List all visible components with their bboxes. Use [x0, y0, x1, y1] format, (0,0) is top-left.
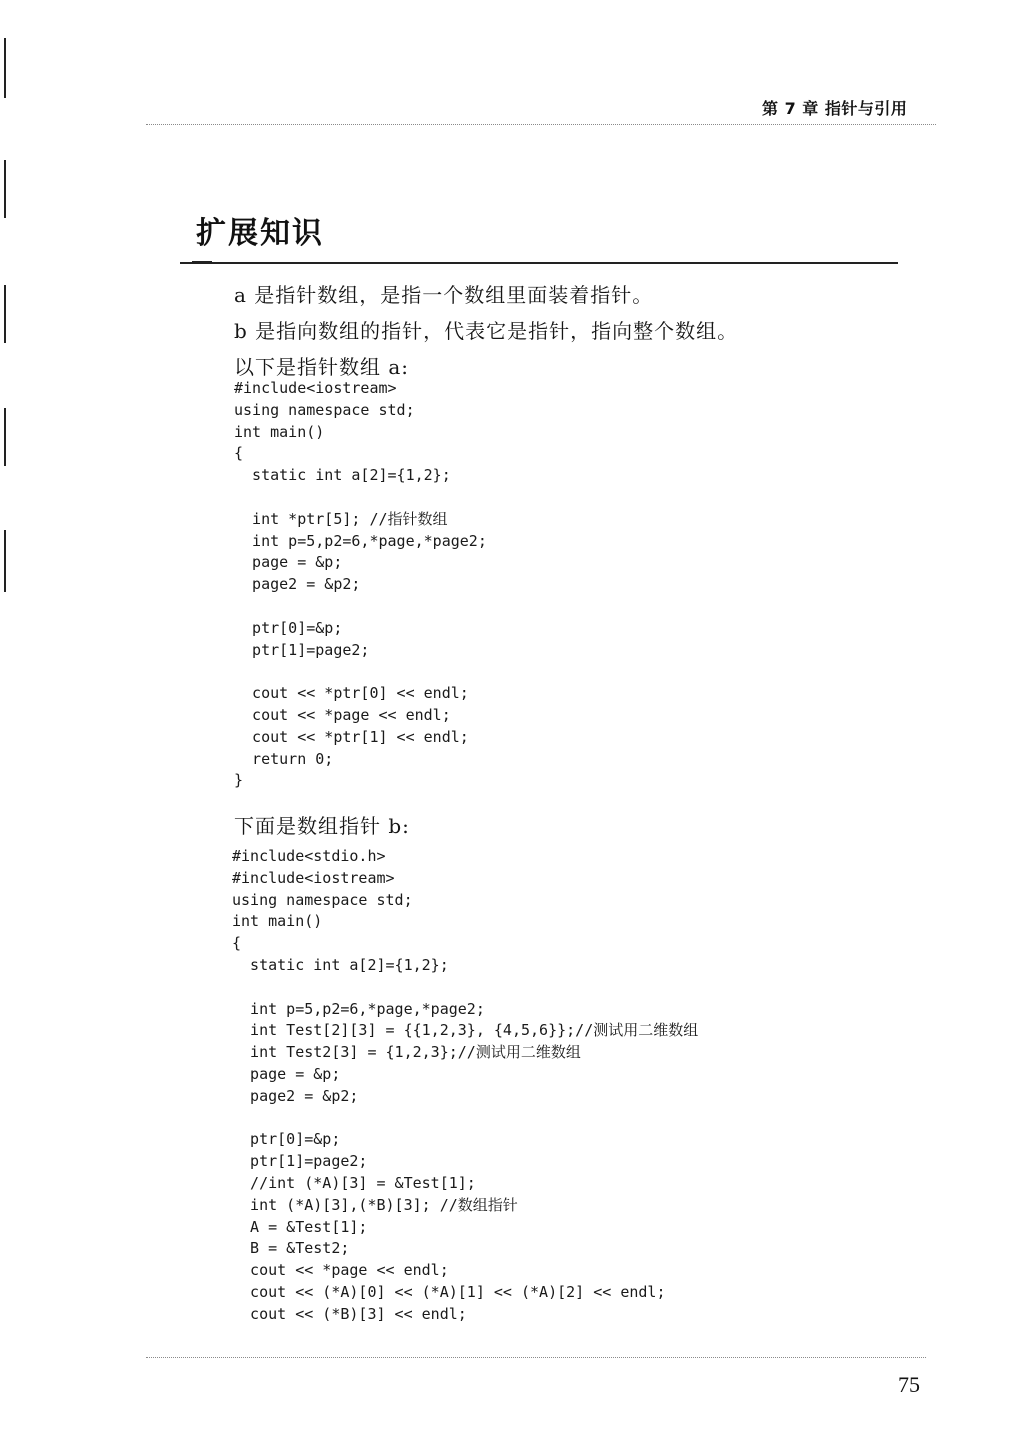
- code-line: using namespace std;: [234, 400, 415, 419]
- code-line: {: [232, 934, 242, 953]
- code-line: [232, 1108, 698, 1130]
- scan-edge-mark: [4, 408, 6, 466]
- code-line: ptr[1]=page2;: [232, 1152, 368, 1171]
- code-line: #include<iostream>: [232, 868, 395, 887]
- code-line: cout << *page << endl;: [232, 1261, 449, 1280]
- code-line: [232, 977, 698, 999]
- section-title: 扩展知识: [196, 216, 324, 251]
- code-line: cout << *ptr[1] << endl;: [234, 727, 469, 746]
- scan-edge-mark: [4, 530, 6, 592]
- paragraph-array-pointer-def: b 是指向数组的指针，代表它是指针，指向整个数组。: [234, 319, 739, 343]
- code-line: return 0;: [234, 749, 334, 768]
- footer-dotted-rule: [146, 1357, 926, 1358]
- code-line: ptr[0]=&p;: [234, 618, 343, 637]
- code-line: int main(): [234, 422, 325, 441]
- code-line: [234, 487, 487, 509]
- scan-edge-mark: [4, 38, 6, 98]
- code-line: ptr[1]=page2;: [234, 640, 370, 659]
- code-line: static int a[2]={1,2};: [234, 466, 451, 485]
- code-line: #include<stdio.h>: [232, 847, 386, 865]
- code-line: page = &p;: [234, 553, 343, 572]
- code-line: cout << *ptr[0] << endl;: [234, 684, 469, 703]
- running-head: 第 7 章 指针与引用: [762, 99, 908, 118]
- code-line: A = &Test[1];: [232, 1217, 368, 1236]
- header-dotted-rule: [146, 124, 936, 125]
- code-line: static int a[2]={1,2};: [232, 955, 449, 974]
- section-title-rule: [180, 262, 898, 264]
- code-line: int main(): [232, 912, 323, 931]
- paragraph-code-a-intro: 以下是指针数组 a:: [234, 355, 410, 379]
- code-line: cout << (*A)[0] << (*A)[1] << (*A)[2] << endl;: [232, 1282, 666, 1301]
- code-block-pointer-array: [234, 378, 487, 792]
- code-line: cout << *page << endl;: [234, 705, 451, 724]
- code-line: B = &Test2;: [232, 1239, 350, 1258]
- code-line: cout << (*B)[3] << endl;: [232, 1304, 467, 1323]
- code-line: {: [234, 444, 244, 463]
- code-line: }: [234, 771, 244, 790]
- section-title-rule-tick: [192, 261, 212, 264]
- code-line: #include<iostream>: [234, 379, 397, 397]
- code-line: int p=5,p2=6,*page,*page2;: [234, 531, 487, 550]
- code-line: int p=5,p2=6,*page,*page2;: [232, 999, 485, 1018]
- paragraph-pointer-array-def: a 是指针数组，是指一个数组里面装着指针。: [234, 283, 654, 307]
- code-block-array-pointer: [232, 846, 698, 1326]
- code-line: using namespace std;: [232, 890, 413, 909]
- scan-edge-mark: [4, 285, 6, 343]
- paragraph-code-b-intro: 下面是数组指针 b:: [234, 814, 410, 838]
- code-line: int (*A)[3],(*B)[3]; //数组指针: [232, 1195, 518, 1214]
- page-number: 75: [898, 1372, 920, 1397]
- scan-edge-mark: [4, 160, 6, 218]
- code-line: //int (*A)[3] = &Test[1];: [232, 1173, 476, 1192]
- code-line: int Test2[3] = {1,2,3};//测试用二维数组: [232, 1043, 581, 1062]
- code-line: page = &p;: [232, 1064, 341, 1083]
- code-line: [234, 596, 487, 618]
- code-line: page2 = &p2;: [234, 575, 361, 594]
- code-line: ptr[0]=&p;: [232, 1130, 341, 1149]
- code-line: [234, 661, 487, 683]
- code-line: int *ptr[5]; //指针数组: [234, 509, 448, 528]
- code-line: page2 = &p2;: [232, 1086, 359, 1105]
- code-line: int Test[2][3] = {{1,2,3}, {4,5,6}};//测试用二维数组: [232, 1021, 699, 1040]
